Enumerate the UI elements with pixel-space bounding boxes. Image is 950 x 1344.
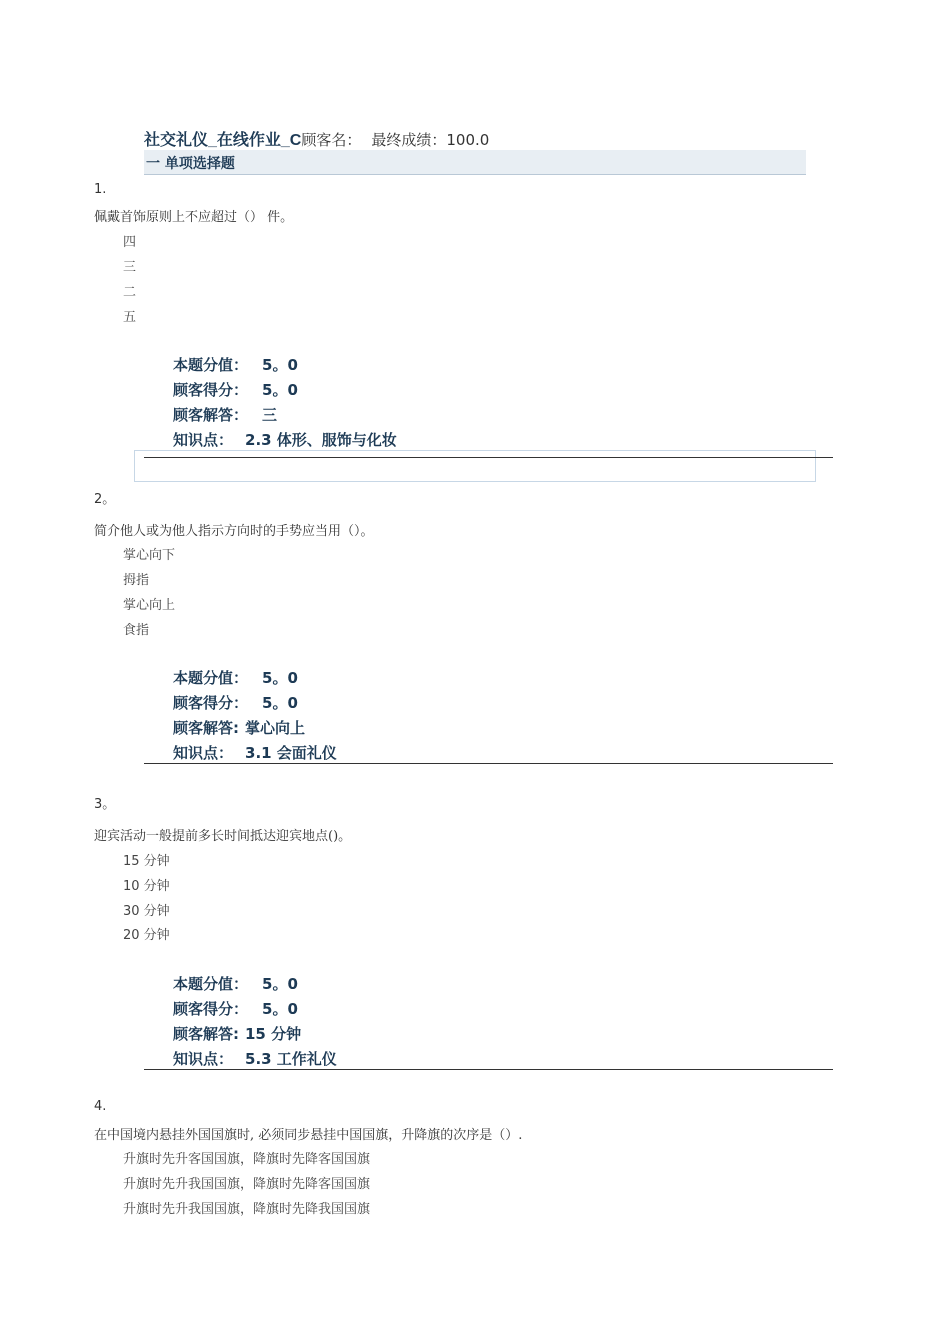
customer-answer-label: 顾客解答: <box>173 1025 239 1043</box>
option-item[interactable]: 15 分钟 <box>123 854 170 869</box>
knowledge-point-row <box>173 742 337 763</box>
customer-answer-label: 顾客解答： <box>173 406 249 424</box>
customer-score-label: 顾客得分： <box>173 1000 249 1018</box>
question-value-row <box>173 354 298 375</box>
customer-answer: 三 <box>262 406 278 424</box>
option-item[interactable]: 五 <box>123 310 137 325</box>
question-value-label: 本题分值： <box>173 356 249 374</box>
question-divider <box>144 1069 833 1070</box>
option-item[interactable]: 三 <box>123 260 137 275</box>
question-text: 佩戴首饰原则上不应超过（） 件。 <box>94 210 294 225</box>
question-value-label: 本题分值： <box>173 669 249 687</box>
knowledge-point: 5.3 工作礼仪 <box>245 1050 337 1068</box>
question-number: 2。 <box>94 492 116 507</box>
option-item[interactable]: 20 分钟 <box>123 928 170 943</box>
customer-score-row <box>173 998 298 1019</box>
customer-score: 5。0 <box>262 1000 298 1018</box>
knowledge-point: 2.3 体形、服饰与化妆 <box>245 431 397 449</box>
knowledge-point-label: 知识点： <box>173 431 234 449</box>
question-value-row <box>173 667 298 688</box>
customer-answer-label: 顾客解答: <box>173 719 239 737</box>
option-item[interactable]: 升旗时先升我国国旗，降旗时先降我国国旗 <box>123 1202 371 1217</box>
customer-score: 5。0 <box>262 694 298 712</box>
customer-answer: 15 分钟 <box>245 1025 302 1043</box>
option-item[interactable]: 掌心向上 <box>123 598 176 613</box>
knowledge-point-label: 知识点： <box>173 744 234 762</box>
customer-answer: 掌心向上 <box>245 719 306 737</box>
question-text: 迎宾活动一般提前多长时间抵达迎宾地点()。 <box>94 829 352 844</box>
question-text: 在中国境内悬挂外国国旗时, 必须同步悬挂中国国旗，升降旗的次序是（）. <box>94 1128 523 1143</box>
final-score: 最终成绩：100.0 <box>371 131 490 149</box>
question-number: 3。 <box>94 797 116 812</box>
knowledge-point-row <box>173 429 397 450</box>
option-item[interactable]: 10 分钟 <box>123 879 170 894</box>
customer-score-label: 顾客得分： <box>173 694 249 712</box>
option-item[interactable]: 升旗时先升客国国旗，降旗时先降客国国旗 <box>123 1152 371 1167</box>
customer-score-row <box>173 692 298 713</box>
knowledge-point: 3.1 会面礼仪 <box>245 744 337 762</box>
page-header <box>144 127 489 150</box>
empty-frame <box>134 450 816 482</box>
knowledge-point-row <box>173 1048 337 1069</box>
option-item[interactable]: 掌心向下 <box>123 548 176 563</box>
option-item[interactable]: 30 分钟 <box>123 904 170 919</box>
option-item[interactable]: 食指 <box>123 623 150 638</box>
question-text: 简介他人或为他人指示方向时的手势应当用（）。 <box>94 524 374 539</box>
question-value-label: 本题分值： <box>173 975 249 993</box>
customer-answer-row <box>173 717 305 738</box>
customer-score-label: 顾客得分： <box>173 381 249 399</box>
knowledge-point-label: 知识点： <box>173 1050 234 1068</box>
customer-answer-row <box>173 1023 301 1044</box>
option-item[interactable]: 升旗时先升我国国旗，降旗时先降客国国旗 <box>123 1177 371 1192</box>
assignment-title: 社交礼仪_在线作业_C <box>144 132 302 149</box>
customer-score-row <box>173 379 298 400</box>
option-item[interactable]: 二 <box>123 285 137 300</box>
question-number: 1. <box>94 182 107 197</box>
question-number: 4. <box>94 1099 107 1114</box>
question-value: 5。0 <box>262 669 298 687</box>
section-header <box>144 150 806 175</box>
question-value: 5。0 <box>262 975 298 993</box>
option-item[interactable]: 四 <box>123 235 137 250</box>
customer-score: 5。0 <box>262 381 298 399</box>
question-value-row <box>173 973 298 994</box>
section-title: 一 单项选择题 <box>146 156 235 172</box>
option-item[interactable]: 拇指 <box>123 573 150 588</box>
question-divider <box>144 457 833 458</box>
customer-answer-row <box>173 404 277 425</box>
question-divider <box>144 763 833 764</box>
question-value: 5。0 <box>262 356 298 374</box>
customer-name-label: 顾客名： <box>301 131 362 149</box>
